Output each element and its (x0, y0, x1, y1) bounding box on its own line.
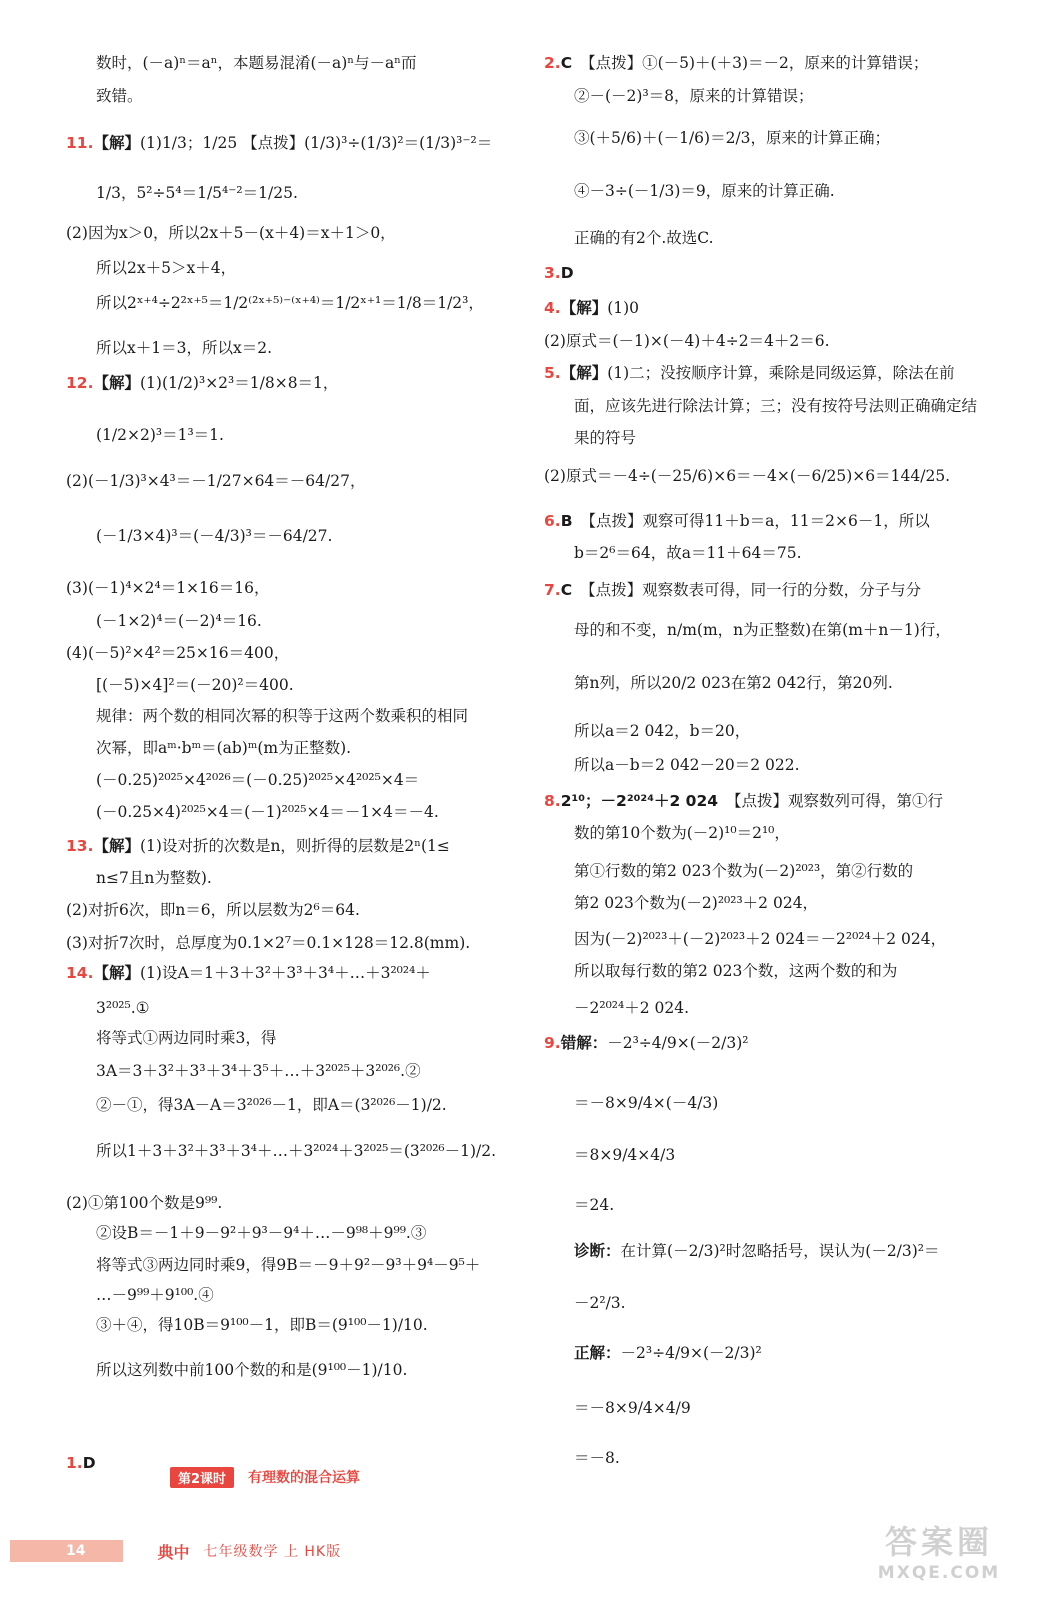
line-text: 规律：两个数的相同次幂的积等于这两个数乘积的相同 (96, 707, 469, 725)
text-line (574, 395, 977, 417)
answer-choice: C (560, 581, 573, 599)
text-line (574, 1292, 626, 1314)
question-number: 6. (544, 512, 561, 530)
line-text: ＝8×9/4×4/3 (574, 1146, 676, 1164)
line-text: －2³÷4/9×(－2/3)² (620, 1344, 762, 1362)
text-line (544, 297, 639, 319)
text-line (66, 132, 492, 154)
question-number: 3. (544, 264, 561, 282)
line-text: (－1×2)⁴＝(－2)⁴＝16. (96, 612, 262, 630)
line-text: 将等式①两边同时乘3，得 (96, 1029, 277, 1047)
line-text: ＝24. (574, 1196, 615, 1214)
line-text: ④－3÷(－1/3)＝9，原来的计算正确. (574, 182, 835, 200)
text-line (96, 1222, 426, 1244)
text-line (574, 822, 790, 844)
watermark (846, 1522, 1032, 1592)
watermark-url: MXQE.COM (877, 1563, 1001, 1583)
line-text: 第2 023个数为(－2)²⁰²³＋2 024， (574, 894, 819, 912)
text-line (96, 1094, 447, 1116)
text-line (574, 180, 835, 202)
line-text: ＝－8×9/4×4/9 (574, 1399, 691, 1417)
line-text: 【点拨】观察数表可得，同一行的分数，分子与分 (580, 581, 922, 599)
line-text: 第n列，所以20/2 023在第2 042行，第20列. (574, 674, 893, 692)
text-line (96, 1060, 421, 1082)
page-number: 14 (10, 1540, 123, 1562)
text-line (96, 424, 224, 446)
brand-logo: 典中 (157, 1542, 190, 1562)
page-footer (10, 1538, 430, 1564)
line-text: 3A＝3＋3²＋3³＋3⁴＋3⁵＋…＋3²⁰²⁵＋3²⁰²⁶.② (96, 1062, 421, 1080)
text-line (66, 899, 360, 921)
text-line (544, 510, 930, 532)
text-line (96, 1254, 480, 1276)
text-line (544, 465, 950, 487)
book-title: 七年级数学 上 HK版 (203, 1544, 342, 1560)
line-text: 将等式③两边同时乘9，得9B＝－9＋9²－9³＋9⁴－9⁵＋ (96, 1256, 481, 1274)
line-text: (2)原式＝－4÷(－25/6)×6＝－4×(－6/25)×6＝144/25. (544, 467, 951, 485)
line-text: (2)①第100个数是9⁹⁹. (66, 1194, 223, 1212)
question-number: 9. (544, 1034, 561, 1052)
answer-choice: 2¹⁰；－2²⁰²⁴＋2 024 (560, 792, 719, 810)
text-line (96, 525, 332, 547)
text-line (96, 997, 150, 1019)
line-text: ＝－8. (574, 1449, 620, 1467)
line-text: 母的和不变，n/m(m，n为正整数)在第(m＋n－1)行， (574, 621, 951, 639)
line-text: 在计算(－2/3)²时忽略括号，误认为(－2/3)²＝ (620, 1242, 940, 1260)
text-line (574, 85, 814, 107)
question-number: 4. (544, 299, 561, 317)
line-text: (2)因为x＞0，所以2x＋5－(x＋4)＝x＋1＞0， (66, 224, 396, 242)
line-text: 【点拨】①(－5)＋(＋3)＝－2，原来的计算错误； (580, 54, 929, 72)
text-line (574, 997, 689, 1019)
line-text: 所以这列数中前100个数的和是(9¹⁰⁰－1)/10. (96, 1361, 408, 1379)
text-line (96, 1359, 407, 1381)
line-text: (－1/3×4)³＝(－4/3)³＝－64/27. (96, 527, 333, 545)
question-number: 13. (66, 837, 94, 855)
line-text: 正确的有2个.故选C. (574, 229, 714, 247)
line-text: (3)对折7次时，总厚度为0.1×2⁷＝0.1×128＝12.8(mm). (66, 934, 471, 952)
line-text: 所以1＋3＋3²＋3³＋3⁴＋…＋3²⁰²⁴＋3²⁰²⁵＝(3²⁰²⁶－1)/2. (96, 1142, 497, 1160)
line-text: …－9⁹⁹＋9¹⁰⁰.④ (96, 1286, 214, 1304)
line-text: (1)1/3；1/25 【点拨】(1/3)³÷(1/3)²＝(1/3)³⁻²＝ (139, 134, 493, 152)
text-line (96, 292, 484, 314)
section-header (170, 1466, 360, 1488)
text-line (96, 85, 143, 107)
text-line (66, 470, 365, 492)
line-text: 数的第10个数为(－2)¹⁰＝2¹⁰， (574, 824, 790, 842)
answer-choice: B (560, 512, 573, 530)
line-text: (1)设A＝1＋3＋3²＋3³＋3⁴＋…＋3²⁰²⁴＋ (139, 964, 431, 982)
line-text: 3²⁰²⁵.① (96, 999, 150, 1017)
text-line (574, 1342, 762, 1364)
text-line (574, 1092, 718, 1114)
text-line (574, 960, 897, 982)
text-line (574, 720, 750, 742)
text-line (66, 642, 289, 664)
text-line (66, 1192, 222, 1214)
text-line (574, 619, 951, 641)
text-line (96, 52, 416, 74)
text-line (96, 1284, 214, 1306)
line-text: 致错。 (96, 87, 143, 105)
lesson-badge: 第2课时 (170, 1467, 234, 1488)
line-text: 所以a＝2 042，b＝20， (574, 722, 751, 740)
line-text: －2²/3. (574, 1294, 626, 1312)
answer-choice: C (560, 54, 573, 72)
text-line (96, 337, 272, 359)
solution-tag: 正解： (574, 1344, 621, 1362)
solution-tag: 【解】 (93, 134, 140, 152)
text-line (66, 1452, 104, 1474)
question-number: 5. (544, 364, 561, 382)
text-line (66, 962, 431, 984)
text-line (96, 1027, 276, 1049)
line-text: ②设B＝－1＋9－9²＋9³－9⁴＋…－9⁹⁸＋9⁹⁹.③ (96, 1224, 427, 1242)
answer-choice: D (82, 1454, 96, 1472)
text-line (574, 227, 714, 249)
text-line (574, 860, 913, 882)
question-number: 2. (544, 54, 561, 72)
text-line (544, 362, 955, 384)
solution-tag: 【解】 (93, 837, 140, 855)
text-line (544, 1032, 748, 1054)
text-line (574, 754, 800, 776)
text-line (96, 1314, 428, 1336)
line-text: (2)对折6次，即n＝6，所以层数为2⁶＝64. (66, 901, 360, 919)
text-line (574, 542, 802, 564)
line-text: n≤7且n为整数). (96, 869, 212, 887)
line-text: 【点拨】观察数列可得，第①行 (726, 792, 944, 810)
text-line (96, 1140, 496, 1162)
line-text: ③(＋5/6)＋(－1/6)＝2/3，原来的计算正确； (574, 129, 891, 147)
text-line (96, 610, 262, 632)
line-text: 【点拨】观察可得11＋b＝a，11＝2×6－1，所以 (580, 512, 930, 530)
line-text: 因为(－2)²⁰²³＋(－2)²⁰²³＋2 024＝－2²⁰²⁴＋2 024， (574, 930, 947, 948)
solution-tag: 【解】 (560, 299, 608, 317)
text-line (66, 577, 269, 599)
text-line (574, 1447, 620, 1469)
line-text: (－0.25×4)²⁰²⁵×4＝(－1)²⁰²⁵×4＝－1×4＝－4. (96, 803, 439, 821)
line-text: －2²⁰²⁴＋2 024. (574, 999, 690, 1017)
text-line (574, 892, 818, 914)
text-line (574, 127, 890, 149)
text-line (66, 835, 450, 857)
question-number: 7. (544, 581, 561, 599)
line-text: (1)0 (607, 299, 640, 317)
text-line (544, 579, 921, 601)
question-number: 11. (66, 134, 94, 152)
text-line (574, 1397, 691, 1419)
line-text: (2)(－1/3)³×4³＝－1/27×64＝－64/27， (66, 472, 366, 490)
text-line (66, 372, 338, 394)
text-line (574, 928, 946, 950)
line-text: 果的符号 (574, 429, 637, 447)
line-text: ③＋④，得10B＝9¹⁰⁰－1，即B＝(9¹⁰⁰－1)/10. (96, 1316, 428, 1334)
solution-tag: 【解】 (560, 364, 608, 382)
text-line (96, 801, 439, 823)
text-line (96, 674, 294, 696)
line-text: 1/3，5²÷5⁴＝1/5⁴⁻²＝1/25. (96, 184, 298, 202)
text-line (96, 737, 351, 759)
line-text: 所以取每行数的第2 023个数，这两个数的和为 (574, 962, 898, 980)
solution-tag: 【解】 (93, 964, 140, 982)
text-line (544, 262, 582, 284)
text-line (96, 769, 419, 791)
text-line (96, 867, 212, 889)
text-line (96, 705, 468, 727)
solution-tag: 诊断： (574, 1242, 621, 1260)
line-text: (－0.25)²⁰²⁵×4²⁰²⁶＝(－0.25)²⁰²⁵×4²⁰²⁵×4＝ (96, 771, 420, 789)
answer-choice: D (560, 264, 574, 282)
line-text: (1/2×2)³＝1³＝1. (96, 426, 224, 444)
question-number: 12. (66, 374, 94, 392)
line-text: 所以2x＋5＞x＋4， (96, 259, 237, 277)
watermark-text: 答案圈 (884, 1523, 993, 1561)
text-line (574, 1240, 940, 1262)
line-text: ②－①，得3A－A＝3²⁰²⁶－1，即A＝(3²⁰²⁶－1)/2. (96, 1096, 447, 1114)
question-number: 1. (66, 1454, 83, 1472)
line-text: [(－5)×4]²＝(－20)²＝400. (96, 676, 294, 694)
line-text: (1)设对折的次数是n，则折得的层数是2ⁿ(1≤ (139, 837, 450, 855)
question-number: 8. (544, 792, 561, 810)
line-text: －2³÷4/9×(－2/3)² (607, 1034, 749, 1052)
text-line (574, 427, 636, 449)
text-line (66, 222, 396, 244)
line-text: b＝2⁶＝64，故a＝11＋64＝75. (574, 544, 802, 562)
line-text: 数时，(－a)ⁿ＝aⁿ，本题易混淆(－a)ⁿ与－aⁿ而 (96, 54, 417, 72)
text-line (574, 1144, 675, 1166)
line-text: 面，应该先进行除法计算；三；没有按符号法则正确确定结 (574, 397, 978, 415)
text-line (544, 52, 928, 74)
text-line (574, 1194, 614, 1216)
lesson-title: 有理数的混合运算 (248, 1470, 361, 1486)
text-line (96, 257, 236, 279)
solution-tag: 错解： (560, 1034, 608, 1052)
line-text: (1)二；没按顺序计算，乘除是同级运算，除法在前 (607, 364, 955, 382)
question-number: 14. (66, 964, 94, 982)
text-line (66, 932, 470, 954)
line-text: (1)(1/2)³×2³＝1/8×8＝1， (139, 374, 339, 392)
line-text: 第①行数的第2 023个数为(－2)²⁰²³，第②行数的 (574, 862, 914, 880)
line-text: (2)原式＝(－1)×(－4)＋4÷2＝4＋2＝6. (544, 332, 830, 350)
text-line (544, 330, 830, 352)
line-text: ＝－8×9/4×(－4/3) (574, 1094, 719, 1112)
text-line (96, 182, 298, 204)
text-line (544, 790, 943, 812)
line-text: ②－(－2)³＝8，原来的计算错误； (574, 87, 814, 105)
line-text: 所以2ˣ⁺⁴÷2²ˣ⁺⁵＝1/2⁽²ˣ⁺⁵⁾⁻⁽ˣ⁺⁴⁾＝1/2ˣ⁺¹＝1/8＝1/2³， (96, 294, 484, 312)
line-text: 次幂，即aᵐ·bᵐ＝(ab)ᵐ(m为正整数). (96, 739, 352, 757)
line-text: (4)(－5)²×4²＝25×16＝400， (66, 644, 290, 662)
line-text: 所以x＋1＝3，所以x＝2. (96, 339, 272, 357)
line-text: (3)(－1)⁴×2⁴＝1×16＝16， (66, 579, 270, 597)
line-text: 所以a－b＝2 042－20＝2 022. (574, 756, 800, 774)
text-line (574, 672, 893, 694)
solution-tag: 【解】 (93, 374, 140, 392)
